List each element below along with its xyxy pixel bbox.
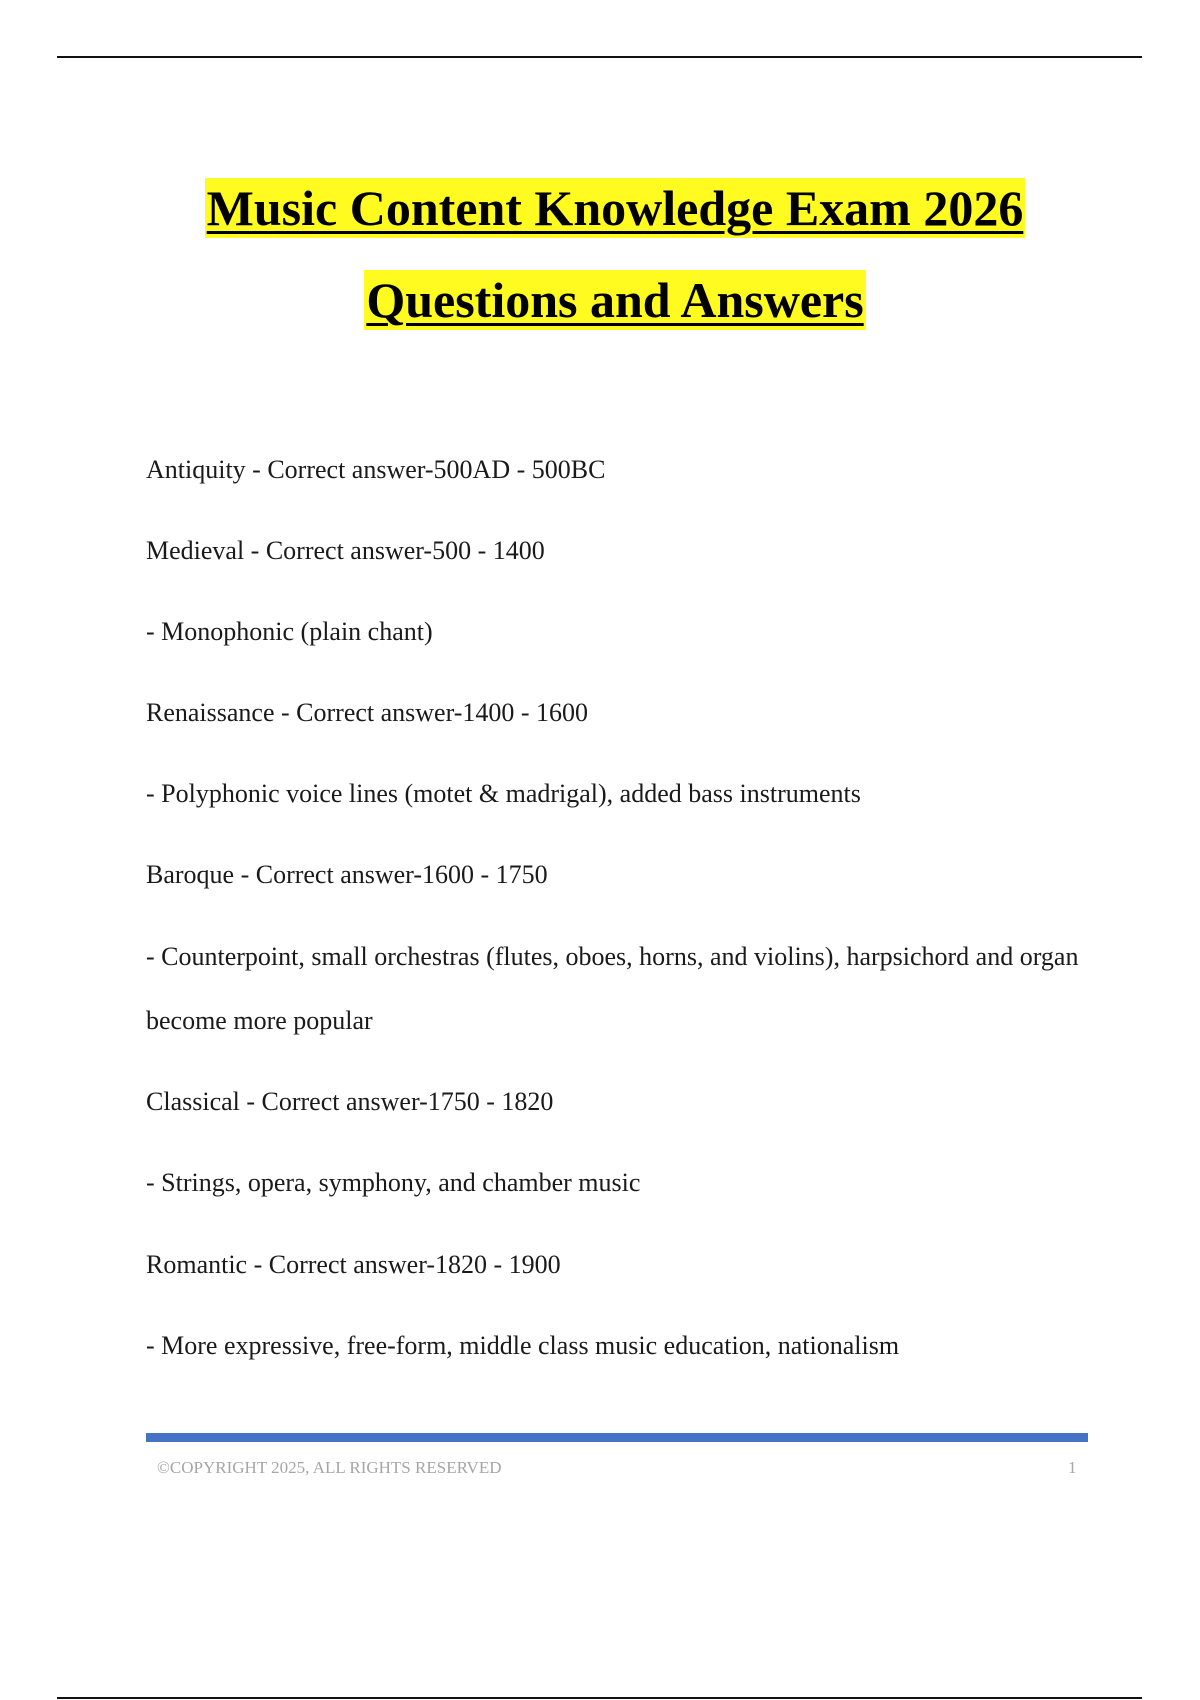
top-rule bbox=[57, 56, 1142, 58]
footer-page-number: 1 bbox=[1068, 1458, 1077, 1477]
entry-romantic: Romantic - Correct answer-1820 - 1900 bbox=[146, 1250, 561, 1279]
entry-antiquity: Antiquity - Correct answer-500AD - 500BC bbox=[146, 455, 606, 484]
entry-renaissance: Renaissance - Correct answer-1400 - 1600 bbox=[146, 698, 589, 727]
entry-baroque-note: - Counterpoint, small orchestras (flutes, oboes, horns, and violins), harpsichord and organ become more popular bbox=[146, 942, 1079, 1035]
entry-baroque: Baroque - Correct answer-1600 - 1750 bbox=[146, 860, 548, 889]
footer-bar bbox=[146, 1433, 1088, 1442]
entry-romantic-note: - More expressive, free-form, middle class music education, nationalism bbox=[146, 1331, 900, 1360]
entry-medieval: Medieval - Correct answer-500 - 1400 bbox=[146, 536, 545, 565]
entry-classical-note: - Strings, opera, symphony, and chamber music bbox=[146, 1168, 641, 1197]
entry-classical: Classical - Correct answer-1750 - 1820 bbox=[146, 1087, 554, 1116]
bottom-rule bbox=[57, 1697, 1142, 1699]
footer-copyright: ©COPYRIGHT 2025, ALL RIGHTS RESERVED bbox=[157, 1458, 502, 1477]
title-line-2: Questions and Answers bbox=[366, 272, 864, 328]
entry-medieval-note: - Monophonic (plain chant) bbox=[146, 617, 433, 646]
entry-renaissance-note: - Polyphonic voice lines (motet & madrigal), added bass instruments bbox=[146, 779, 861, 808]
document-title bbox=[60, 178, 1170, 330]
title-line-1: Music Content Knowledge Exam 2026 bbox=[206, 180, 1024, 236]
